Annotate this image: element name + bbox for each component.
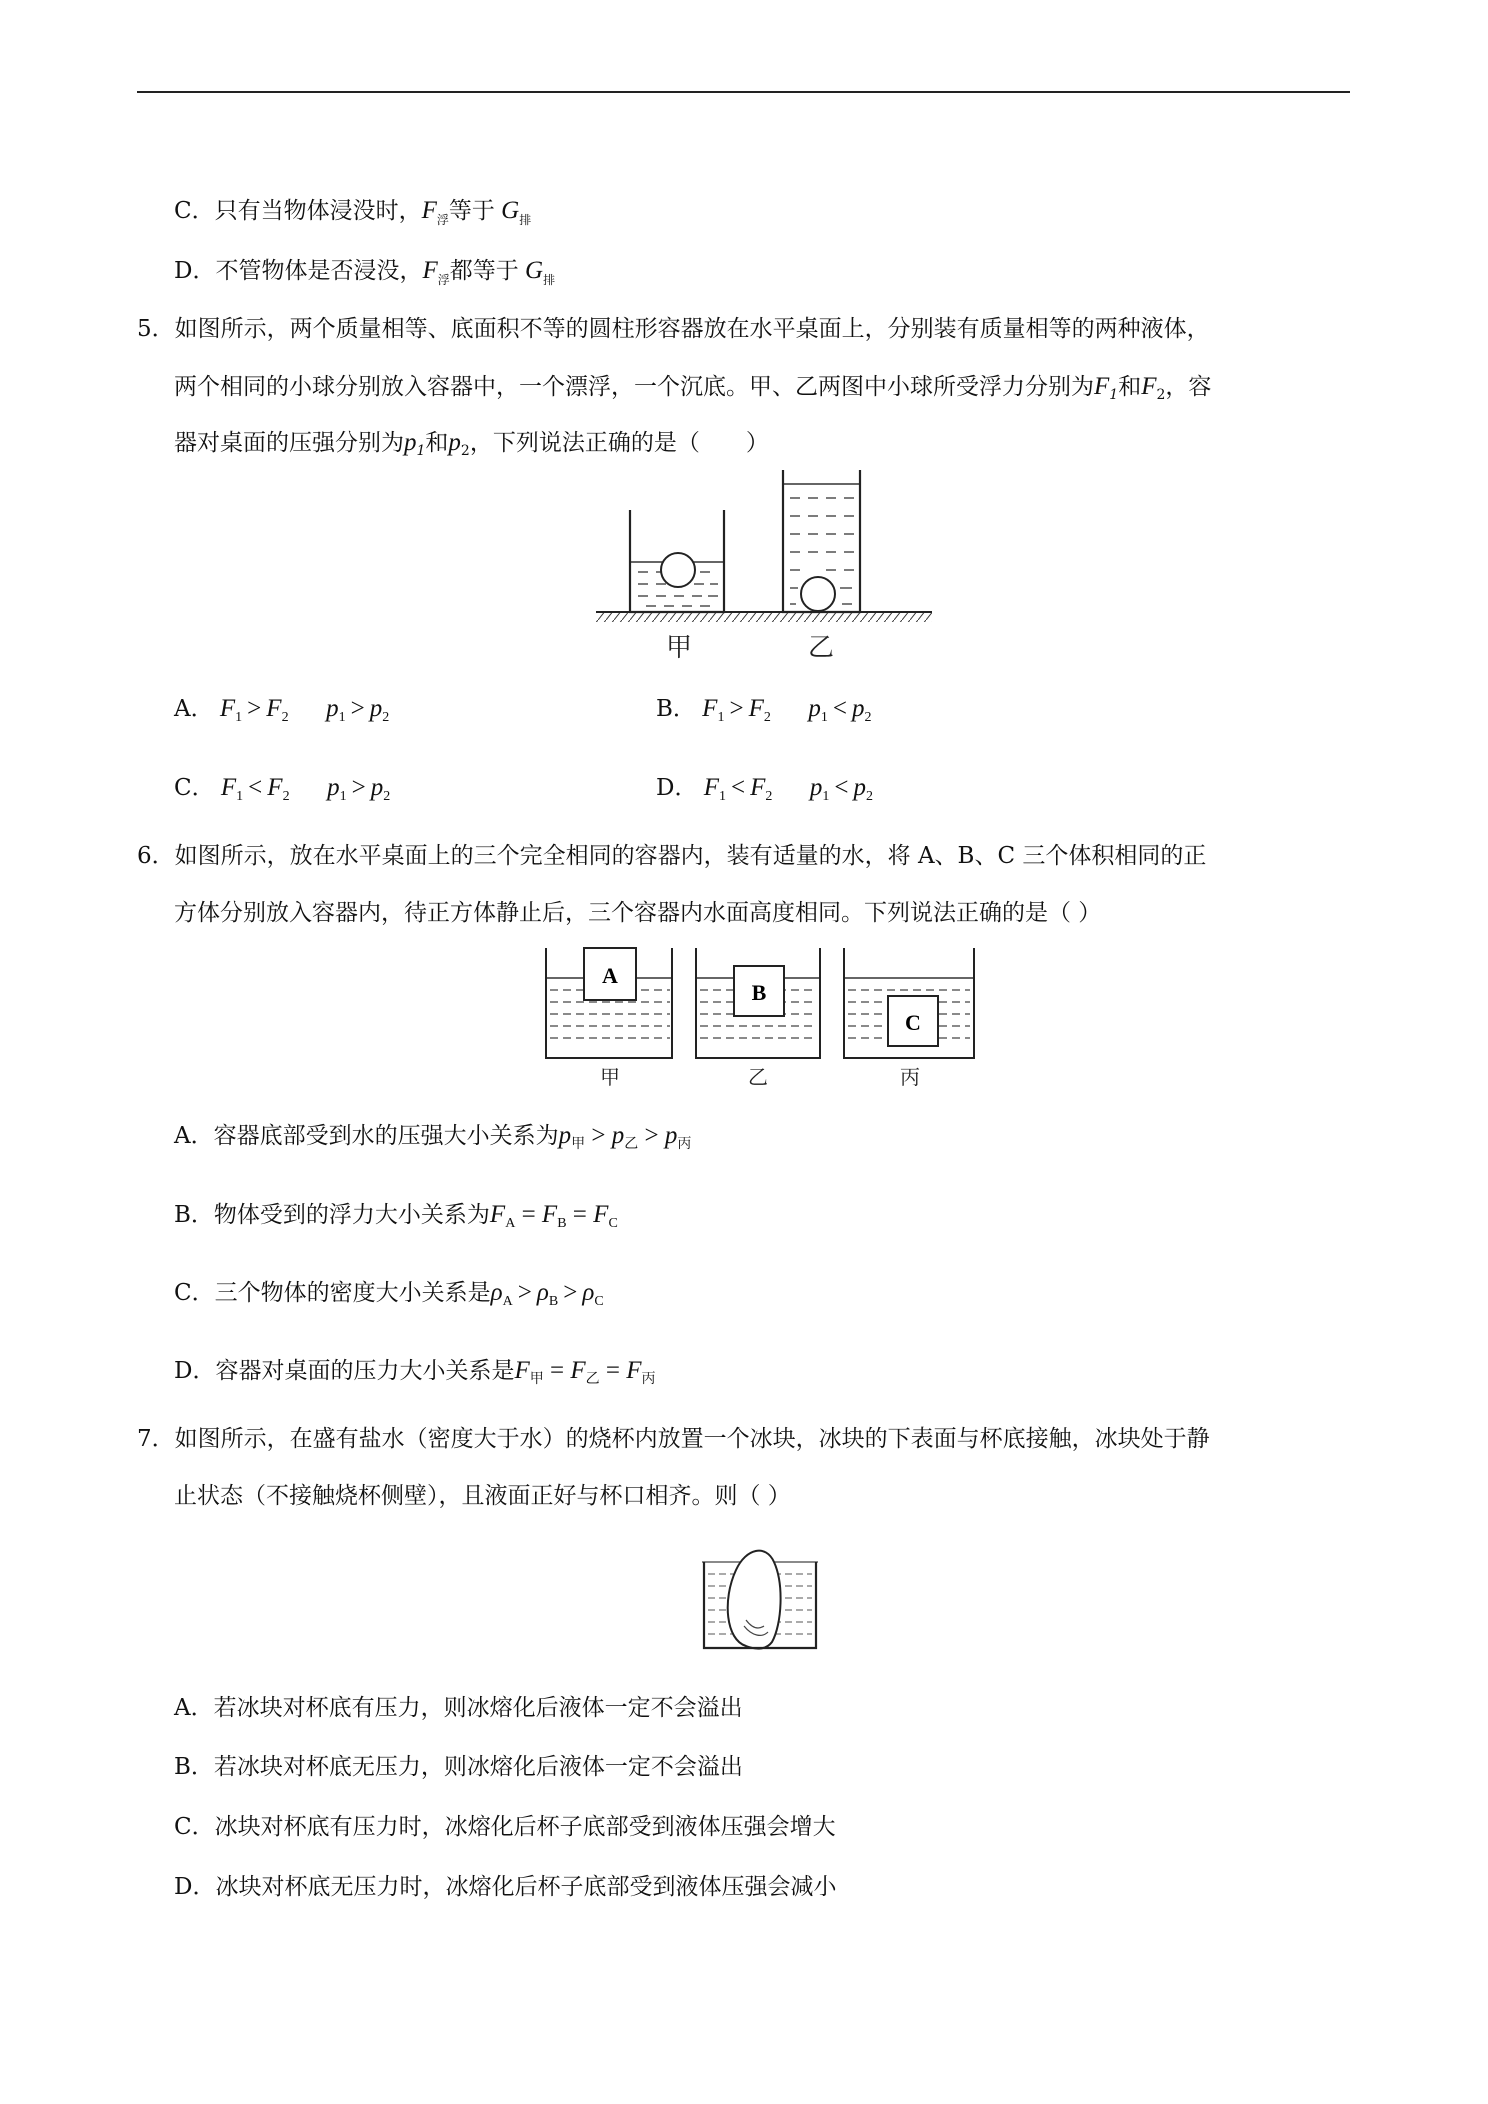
- q7-option-d[interactable]: D．冰块对杯底无压力时，冰熔化后杯子底部受到液体压强会减小: [174, 1874, 837, 1900]
- q5-option-c[interactable]: C． $F_1 < F_2$ $p_1 > p_2$: [174, 774, 391, 804]
- q6-line-1: 6．如图所示，放在水平桌面上的三个完全相同的容器内，装有适量的水，将 A、B、C 三个体积相同的正: [137, 843, 1207, 869]
- q7-line-1: 7．如图所示，在盛有盐水（密度大于水）的烧杯内放置一个冰块，冰块的下表面与杯底接触，冰块处于静: [137, 1426, 1210, 1452]
- q6-option-c[interactable]: C．三个物体的密度大小关系是$\rho_A > \rho_B > \rho_C$: [174, 1279, 604, 1309]
- header-rule: [137, 91, 1350, 93]
- q6-figure: [540, 942, 990, 1092]
- prev-option-d[interactable]: D．不管物体是否浸没，$F_浮$都等于 $G_排$: [174, 257, 556, 287]
- prev-option-c[interactable]: C．只有当物体浸没时，$F_浮$等于 $G_排$: [174, 197, 532, 227]
- q5-option-a[interactable]: A． $F_1 > F_2$ $p_1 > p_2$: [174, 695, 390, 725]
- svg-text:甲: 甲: [600, 1065, 620, 1089]
- q7-option-c[interactable]: C．冰块对杯底有压力时，冰熔化后杯子底部受到液体压强会增大: [174, 1814, 836, 1840]
- svg-text:C: C: [905, 1010, 921, 1035]
- label-jia: 甲: [666, 633, 693, 663]
- q6-option-a[interactable]: A．容器底部受到水的压强大小关系为$p_甲 > p_乙 > p_丙$: [174, 1122, 692, 1152]
- q5-line-1: 5．如图所示，两个质量相等、底面积不等的圆柱形容器放在水平桌面上，分别装有质量相等的两种液体，: [137, 316, 1210, 342]
- q5-option-b[interactable]: B． $F_1 > F_2$ $p_1 < p_2$: [656, 695, 872, 725]
- q6-option-d[interactable]: D．容器对桌面的压力大小关系是$F_甲 = F_乙 = F_丙$: [174, 1357, 656, 1387]
- q5-figure: [590, 470, 940, 670]
- q7-figure: [700, 1540, 820, 1652]
- q5-option-d[interactable]: D． $F_1 < F_2$ $p_1 < p_2$: [656, 774, 874, 804]
- q5-line-3: 器对桌面的压强分别为$p_1$和$p_2$，下列说法正确的是（ ）: [174, 429, 769, 459]
- q7-option-b[interactable]: B．若冰块对杯底无压力，则冰熔化后液体一定不会溢出: [174, 1754, 743, 1780]
- svg-text:B: B: [751, 980, 767, 1005]
- svg-text:丙: 丙: [900, 1065, 920, 1089]
- q7-option-a[interactable]: A．若冰块对杯底有压力，则冰熔化后液体一定不会溢出: [174, 1695, 743, 1721]
- svg-text:乙: 乙: [748, 1065, 768, 1089]
- svg-text:A: A: [602, 963, 618, 988]
- container-yi: [783, 470, 860, 612]
- q6-line-2: 方体分别放入容器内，待正方体静止后，三个容器内水面高度相同。下列说法正确的是（ ）: [174, 900, 1102, 926]
- q6-option-b[interactable]: B．物体受到的浮力大小关系为$F_A = F_B = F_C$: [174, 1201, 618, 1231]
- q7-line-2: 止状态（不接触烧杯侧壁），且液面正好与杯口相齐。则（ ）: [174, 1483, 791, 1509]
- label-yi: 乙: [808, 633, 835, 663]
- q5-line-2: 两个相同的小球分别放入容器中，一个漂浮，一个沉底。甲、乙两图中小球所受浮力分别为$F_1$和$F_2$，容: [174, 373, 1212, 403]
- container-jia: [630, 510, 724, 612]
